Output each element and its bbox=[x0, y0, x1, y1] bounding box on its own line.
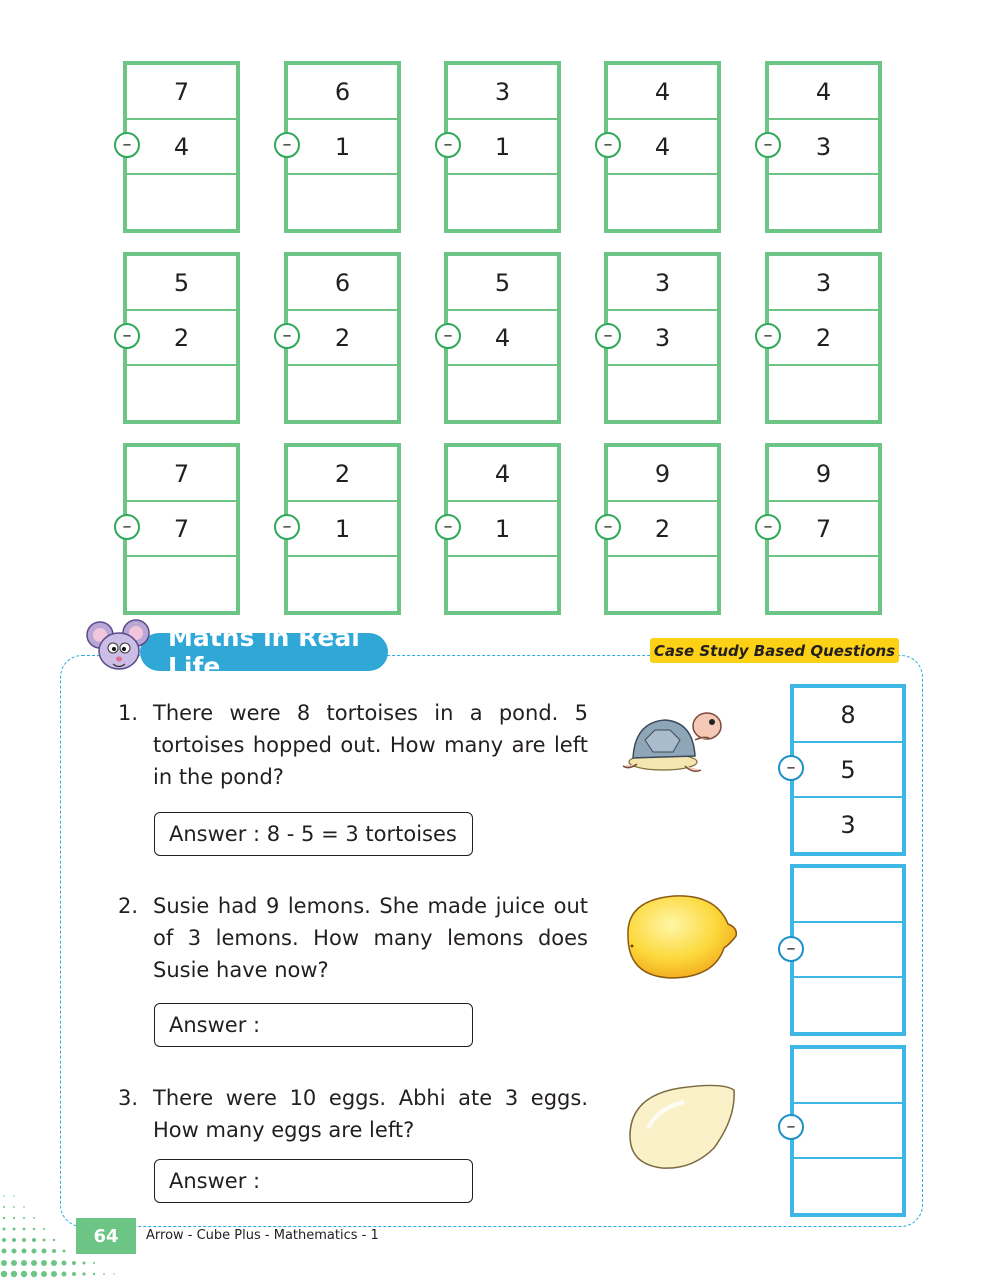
working-box-2[interactable] bbox=[790, 864, 906, 1036]
subtrahend: 1 bbox=[288, 502, 397, 557]
subtraction-box bbox=[604, 443, 721, 615]
result-cell[interactable] bbox=[794, 1159, 902, 1213]
mouse-mascot-icon bbox=[86, 619, 156, 675]
answer-cell[interactable] bbox=[288, 175, 397, 229]
case-study-tag: Case Study Based Questions bbox=[650, 638, 899, 663]
minuend: 5 bbox=[127, 256, 236, 311]
answer-cell[interactable] bbox=[127, 366, 236, 420]
subtraction-box bbox=[444, 252, 561, 424]
question-text: There were 10 eggs. Abhi ate 3 eggs. How many eggs are left? bbox=[153, 1086, 588, 1142]
minus-icon: – bbox=[114, 323, 140, 349]
subtraction-box bbox=[123, 443, 240, 615]
subtraction-box bbox=[765, 443, 882, 615]
question-1 bbox=[118, 697, 588, 793]
subtraction-box bbox=[123, 61, 240, 233]
subtraction-box bbox=[765, 252, 882, 424]
minus-icon: – bbox=[274, 323, 300, 349]
minuend: 9 bbox=[608, 447, 717, 502]
minus-icon: – bbox=[778, 1114, 804, 1140]
subtraction-box bbox=[444, 443, 561, 615]
subtrahend: 2 bbox=[769, 311, 878, 366]
minuend: 8 bbox=[794, 688, 902, 743]
subtraction-box bbox=[604, 61, 721, 233]
minus-icon: – bbox=[778, 755, 804, 781]
minuend: 7 bbox=[127, 447, 236, 502]
page-number: 64 bbox=[76, 1218, 136, 1254]
working-box-1 bbox=[790, 684, 906, 856]
answer-box[interactable]: Answer : bbox=[154, 1003, 473, 1047]
answer-cell[interactable] bbox=[448, 366, 557, 420]
question-3 bbox=[118, 1082, 588, 1146]
answer-cell[interactable] bbox=[288, 366, 397, 420]
minus-icon: – bbox=[114, 514, 140, 540]
minuend: 2 bbox=[288, 447, 397, 502]
subtrahend: 2 bbox=[127, 311, 236, 366]
question-text: There were 8 tortoises in a pond. 5 tortoises hopped out. How many are left in the pond? bbox=[153, 701, 588, 789]
section-title-text: Maths in Real Life bbox=[168, 623, 360, 681]
subtrahend: 4 bbox=[448, 311, 557, 366]
question-number: 3. bbox=[118, 1086, 139, 1110]
lemon-icon bbox=[618, 890, 740, 982]
question-text: Susie had 9 lemons. She made juice out of 3 lemons. How many lemons does Susie have now? bbox=[153, 894, 588, 982]
subtrahend: 1 bbox=[448, 120, 557, 175]
working-box-3[interactable] bbox=[790, 1045, 906, 1217]
tortoise-icon bbox=[615, 700, 727, 780]
subtrahend: 7 bbox=[127, 502, 236, 557]
minus-icon: – bbox=[595, 132, 621, 158]
minuend: 6 bbox=[288, 65, 397, 120]
answer-cell[interactable] bbox=[608, 175, 717, 229]
minus-icon: – bbox=[755, 514, 781, 540]
subtrahend: 7 bbox=[769, 502, 878, 557]
minus-icon: – bbox=[435, 323, 461, 349]
minus-icon: – bbox=[274, 514, 300, 540]
minuend: 4 bbox=[608, 65, 717, 120]
minus-icon: – bbox=[274, 132, 300, 158]
answer-cell[interactable] bbox=[608, 366, 717, 420]
minuend: 4 bbox=[448, 447, 557, 502]
subtrahend: 5 bbox=[794, 743, 902, 798]
section-title bbox=[140, 623, 388, 681]
result-cell[interactable] bbox=[794, 978, 902, 1032]
subtraction-box bbox=[284, 443, 401, 615]
minus-icon: – bbox=[114, 132, 140, 158]
minuend: 5 bbox=[448, 256, 557, 311]
minuend: 3 bbox=[608, 256, 717, 311]
minuend: 3 bbox=[769, 256, 878, 311]
minuend: 3 bbox=[448, 65, 557, 120]
subtraction-box bbox=[604, 252, 721, 424]
question-number: 2. bbox=[118, 894, 139, 918]
answer-cell[interactable] bbox=[769, 557, 878, 611]
subtrahend: 4 bbox=[127, 120, 236, 175]
subtraction-box bbox=[123, 252, 240, 424]
result-cell[interactable]: 3 bbox=[840, 811, 856, 839]
subtrahend: 4 bbox=[608, 120, 717, 175]
subtrahend[interactable] bbox=[794, 923, 902, 978]
subtrahend: 1 bbox=[448, 502, 557, 557]
minuend: 6 bbox=[288, 256, 397, 311]
book-title: Arrow - Cube Plus - Mathematics - 1 bbox=[146, 1228, 379, 1243]
minus-icon: – bbox=[778, 936, 804, 962]
subtraction-box bbox=[284, 252, 401, 424]
minuend: 9 bbox=[769, 447, 878, 502]
subtraction-box bbox=[765, 61, 882, 233]
question-number: 1. bbox=[118, 701, 139, 725]
subtraction-box bbox=[284, 61, 401, 233]
minus-icon: – bbox=[595, 514, 621, 540]
subtrahend: 3 bbox=[608, 311, 717, 366]
minus-icon: – bbox=[755, 132, 781, 158]
answer-cell[interactable] bbox=[769, 366, 878, 420]
subtrahend: 2 bbox=[288, 311, 397, 366]
answer-cell[interactable] bbox=[769, 175, 878, 229]
subtraction-box bbox=[444, 61, 561, 233]
subtrahend: 2 bbox=[608, 502, 717, 557]
answer-box[interactable]: Answer : 8 - 5 = 3 tortoises bbox=[154, 812, 473, 856]
minus-icon: – bbox=[435, 132, 461, 158]
subtrahend: 1 bbox=[288, 120, 397, 175]
answer-cell[interactable] bbox=[127, 175, 236, 229]
answer-cell[interactable] bbox=[127, 557, 236, 611]
answer-cell[interactable] bbox=[448, 175, 557, 229]
minuend: 4 bbox=[769, 65, 878, 120]
question-2 bbox=[118, 890, 588, 986]
subtrahend: 3 bbox=[769, 120, 878, 175]
answer-box[interactable]: Answer : bbox=[154, 1159, 473, 1203]
minuend: 7 bbox=[127, 65, 236, 120]
minus-icon: – bbox=[755, 323, 781, 349]
minuend[interactable] bbox=[794, 868, 902, 923]
answer-cell[interactable] bbox=[608, 557, 717, 611]
subtrahend[interactable] bbox=[794, 1104, 902, 1159]
minus-icon: – bbox=[435, 514, 461, 540]
minuend[interactable] bbox=[794, 1049, 902, 1104]
answer-cell[interactable] bbox=[448, 557, 557, 611]
minus-icon: – bbox=[595, 323, 621, 349]
egg-icon bbox=[622, 1078, 740, 1174]
answer-cell[interactable] bbox=[288, 557, 397, 611]
